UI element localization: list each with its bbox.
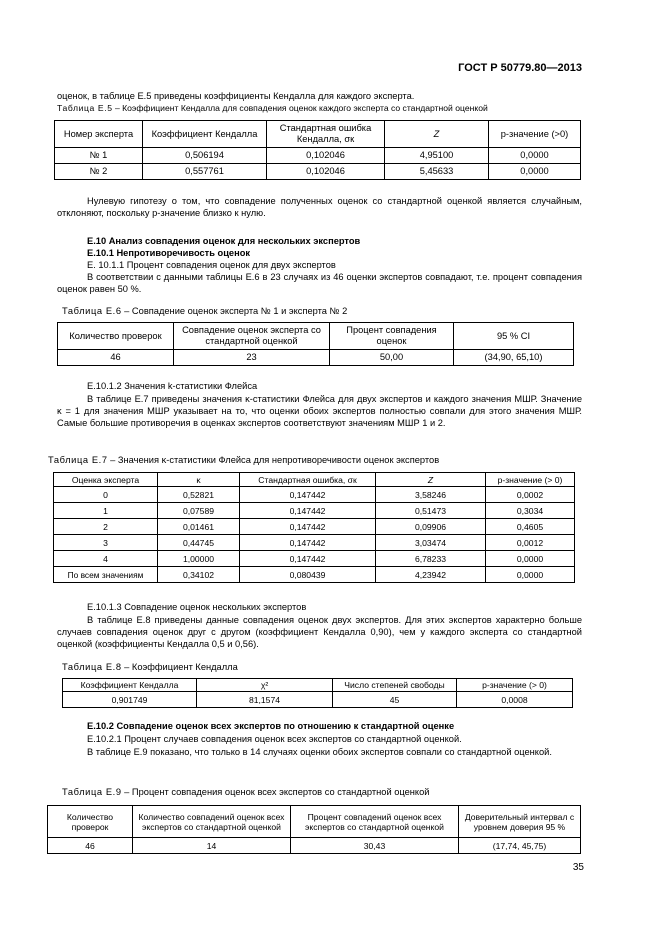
section-e1011-title: Е. 10.1.1 Процент совпадения оценок для двух экспертов [87,260,336,270]
table-e6-header-cell: Количество проверок [58,323,174,350]
table-cell: 3,58246 [376,487,486,503]
table-cell: 50,00 [330,350,454,366]
section-e1013-text: В таблице Е.8 приведены данные совпадения оценок двух экспертов. Для этих экспертов характерно больше случаев совпадения оценок друг с другом (коэффициент Кендалла 0,90), чем у каждого эксперта со стандартной оценкой (коэффициенты Кендалла 0,5 и 0,56). [57,615,582,649]
table-cell: 45 [333,692,457,708]
table-e7 [53,472,575,583]
table-cell: По всем значениям [54,567,158,583]
table-e6-header-cell: Совпадение оценок эксперта со стандартной оценкой [174,323,330,350]
table-row [54,551,575,567]
table-cell: 0,102046 [267,148,385,164]
table-e7-header-cell: Оценка эксперта [54,473,158,487]
table-e9-header-cell: Процент совпадений оценок всех экспертов со стандартной оценкой [291,806,459,838]
table-e8-header-cell: χ² [197,679,333,692]
table-cell: 1 [54,503,158,519]
table-cell: 46 [58,350,174,366]
table-cell: 0,102046 [267,164,385,180]
table-e6-header-row [58,323,574,350]
table-cell: 2 [54,519,158,535]
table-e5 [54,120,581,180]
table-row [48,838,581,854]
table-e5-caption-label: Таблица Е.5 [57,103,113,113]
table-row [54,519,575,535]
table-e9-header-row [48,806,581,838]
table-e5-caption-text: – Коэффициент Кендалла для совпадения оценок каждого эксперта со стандартной оценкой [112,103,488,113]
table-cell: 0,0002 [486,487,575,503]
section-e1011-text: В соответствии с данными таблицы Е.6 в 23 случаях из 46 оценки экспертов совпадают, т.е. процент совпадения оценок равен 50 %. [57,272,582,294]
table-cell: 5,45633 [385,164,489,180]
table-row [54,535,575,551]
table-cell: 14 [133,838,291,854]
table-e9-caption-text: – Процент совпадения оценок всех экспертов со стандартной оценкой [121,787,430,797]
table-e6-caption [62,305,347,317]
section-e1012-title: Е.10.1.2 Значения k-статистики Флейса [87,381,258,391]
table-e7-header-cell: р-значение (> 0) [486,473,575,487]
section-e10-title: Е.10 Анализ совпадения оценок для нескольких экспертов [87,236,361,246]
table-e6-header-cell: Процент совпадения оценок [330,323,454,350]
table-row [54,567,575,583]
table-cell: 3 [54,535,158,551]
table-e9-header-cell: Доверительный интервал с уровнем доверия 95 % [459,806,581,838]
table-e6-header-cell: 95 % CI [454,323,574,350]
table-e8-header-cell: Коэффициент Кендалла [63,679,197,692]
table-e7-header-cell: Z [376,473,486,487]
table-e7-header-cell: Стандартная ошибка, σк [240,473,376,487]
table-e8-header-cell: р-значение (> 0) [457,679,573,692]
table-e6 [57,322,574,366]
table-cell: 0,0000 [489,148,581,164]
table-e5-header-cell: Z [385,121,489,148]
table-e8 [62,678,573,708]
table-e8-caption-label: Таблица Е.8 [62,662,122,672]
table-cell: 81,1574 [197,692,333,708]
table-cell: № 1 [55,148,143,164]
table-e7-header-row [54,473,575,487]
table-e5-caption [57,102,488,114]
table-e5-header-cell: Стандартная ошибка Кендалла, σк [267,121,385,148]
table-e9-caption [62,786,429,798]
null-hypothesis-paragraph: Нулевую гипотезу о том, что совпадение полученных оценок со стандартной оценкой является случайным, отклоняют, поскольку р-значение близко к нулю. [57,196,582,218]
table-cell: 0,147442 [240,487,376,503]
table-e7-caption-label: Таблица Е.7 [48,455,108,465]
table-cell: 0,09906 [376,519,486,535]
section-e1021-text: В таблице Е.9 показано, что только в 14 случаях оценки обоих экспертов совпали со стандартной оценкой. [87,747,552,757]
table-cell: 0,557761 [143,164,267,180]
table-cell: 0,0000 [486,567,575,583]
table-e6-caption-text: – Совпадение оценок эксперта № 1 и эксперта № 2 [121,306,348,316]
section-e1021-title: Е.10.2.1 Процент случаев совпадения оценок всех экспертов со стандартной оценкой. [87,734,462,744]
table-e9-header-cell: Количество совпадений оценок всех экспертов со стандартной оценкой [133,806,291,838]
table-cell: 0,4605 [486,519,575,535]
table-cell: 0,0008 [457,692,573,708]
table-row [58,350,574,366]
table-cell: 4,23942 [376,567,486,583]
table-e5-header-row [55,121,581,148]
table-cell: 0 [54,487,158,503]
section-e1013-title: Е.10.1.3 Совпадение оценок нескольких экспертов [87,602,307,612]
table-e9-caption-label: Таблица Е.9 [62,787,122,797]
table-e5-header-cell: Номер эксперта [55,121,143,148]
table-row [54,487,575,503]
table-e7-caption-text: – Значения κ-статистики Флейса для непротиворечивости оценок экспертов [107,455,440,465]
table-row [54,503,575,519]
table-cell: 0,07589 [158,503,240,519]
table-cell: 6,78233 [376,551,486,567]
table-e7-header-cell: κ [158,473,240,487]
table-cell: 4 [54,551,158,567]
table-row [55,148,581,164]
section-e102-title: Е.10.2 Совпадение оценок всех экспертов по отношению к стандартной оценке [87,721,455,731]
table-cell: 1,00000 [158,551,240,567]
document-header: ГОСТ Р 50779.80—2013 [458,62,582,74]
table-cell: 0,3034 [486,503,575,519]
table-e5-header-cell: Коэффициент Кендалла [143,121,267,148]
table-cell: 4,95100 [385,148,489,164]
table-cell: 0,147442 [240,551,376,567]
table-cell: 0,0000 [489,164,581,180]
table-row [55,164,581,180]
section-e101-title: Е.10.1 Непротиворечивость оценок [87,248,251,258]
table-e9-header-cell: Количество проверок [48,806,133,838]
table-cell: 0,901749 [63,692,197,708]
table-cell: 0,147442 [240,519,376,535]
table-cell: 46 [48,838,133,854]
table-cell: 0,147442 [240,535,376,551]
table-cell: (17,74, 45,75) [459,838,581,854]
table-cell: 0,0000 [486,551,575,567]
table-cell: 3,03474 [376,535,486,551]
table-e8-header-cell: Число степеней свободы [333,679,457,692]
table-cell: 0,44745 [158,535,240,551]
page-number: 35 [572,862,584,873]
section-e1012-text: В таблице Е.7 приведены значения κ-статистики Флейса для двух экспертов и каждого значения МШР. Значение κ = 1 для значения МШР указывает на то, что оценки обоих экспертов полностью совпали для этого значения МШР. Самые большие противоречия в оценках экспертов соответствуют значениям МШР 1 и 2. [57,394,582,428]
table-e9 [47,805,581,854]
table-cell: (34,90, 65,10) [454,350,574,366]
table-cell: 0,51473 [376,503,486,519]
table-cell: 0,01461 [158,519,240,535]
table-e8-caption-text: – Коэффициент Кендалла [121,662,238,672]
table-cell: 23 [174,350,330,366]
table-cell: 0,147442 [240,503,376,519]
table-cell: 0,0012 [486,535,575,551]
table-e8-caption [62,661,238,673]
table-e6-caption-label: Таблица Е.6 [62,306,122,316]
table-cell: 30,43 [291,838,459,854]
table-cell: 0,506194 [143,148,267,164]
table-cell: 0,080439 [240,567,376,583]
table-e8-header-row [63,679,573,692]
table-cell: 0,34102 [158,567,240,583]
intro-line: оценок, в таблице Е.5 приведены коэффициенты Кендалла для каждого эксперта. [57,91,415,101]
table-cell: 0,52821 [158,487,240,503]
table-e7-caption [48,454,439,466]
table-e5-header-cell: р-значение (>0) [489,121,581,148]
table-cell: № 2 [55,164,143,180]
table-row [63,692,573,708]
